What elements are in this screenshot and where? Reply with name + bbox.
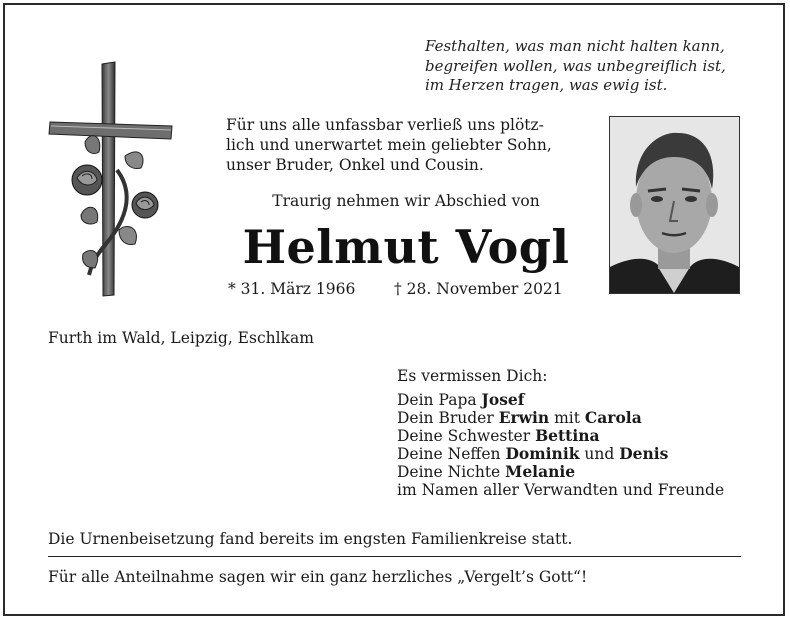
mourners-heading: Es vermissen Dich: (397, 367, 548, 385)
mourner-relation: im Namen aller Verwandten und Freunde (397, 481, 725, 499)
mourner-line (397, 409, 757, 427)
mourner-name: Melanie (505, 462, 576, 481)
mourner-line (397, 481, 757, 499)
birth-date: * 31. März 1966 (228, 280, 356, 298)
mourner-name: Dominik (505, 444, 580, 463)
motto-quote: Festhalten, was man nicht halten kann, begreifen wollen, was unbegreiflich ist, im Herzen tragen, was ewig ist. (425, 37, 726, 94)
mourner-name: Josef (481, 390, 525, 409)
death-date: † 28. November 2021 (394, 280, 563, 298)
mourner-line (397, 445, 757, 463)
mourner-name: Erwin (498, 408, 550, 427)
mourner-name: Denis (619, 444, 669, 463)
mourner-relation: Dein Bruder (397, 409, 499, 427)
mourner-name: Bettina (535, 426, 600, 445)
cross-with-roses-icon (47, 60, 175, 300)
deceased-name: Helmut Vogl (242, 220, 570, 274)
places-line: Furth im Wald, Leipzig, Eschlkam (48, 329, 314, 347)
mourner-relation: Dein Papa (397, 391, 482, 409)
mourner-lines (397, 391, 757, 499)
mourner-relation: und (579, 445, 620, 463)
mourner-relation: mit (549, 409, 585, 427)
farewell-line: Traurig nehmen wir Abschied von (272, 192, 540, 210)
mourners-list (397, 367, 757, 499)
divider-line (48, 556, 741, 557)
mourner-relation: Deine Neffen (397, 445, 506, 463)
mourner-name: Carola (584, 408, 642, 427)
intro-text: Für uns alle unfassbar verließ uns plötz- lich und unerwartet mein geliebter Sohn, unser Bruder, Onkel und Cousin. (226, 116, 552, 174)
mourner-relation: Deine Schwester (397, 427, 536, 445)
mourner-line (397, 463, 757, 481)
thanks-line: Für alle Anteilnahme sagen wir ein ganz herzliches „Vergelt’s Gott“! (48, 568, 588, 586)
mourner-line (397, 427, 757, 445)
portrait-photo (609, 116, 740, 294)
mourner-line (397, 391, 757, 409)
burial-notice: Die Urnenbeisetzung fand bereits im engsten Familienkreise statt. (48, 530, 573, 548)
mourner-relation: Deine Nichte (397, 463, 506, 481)
